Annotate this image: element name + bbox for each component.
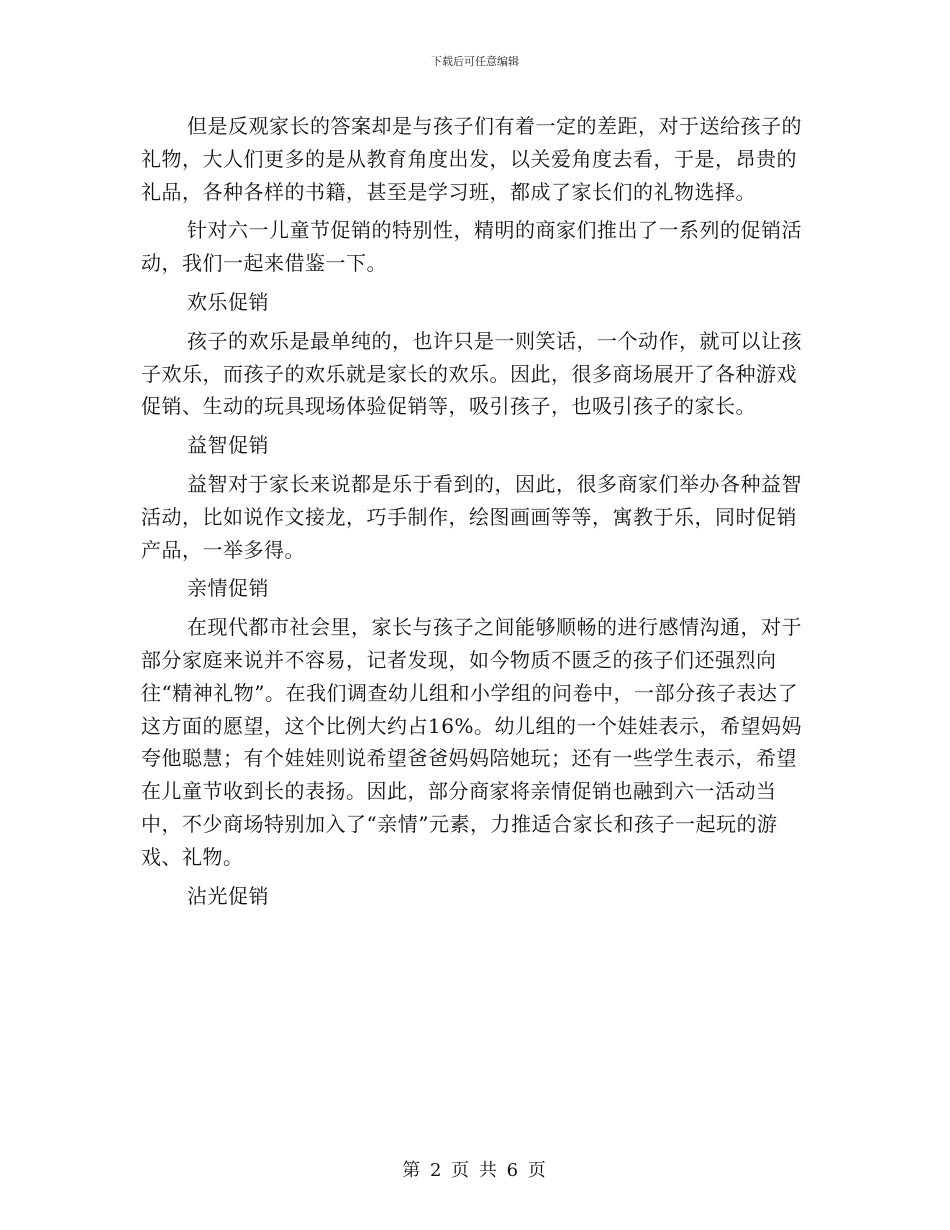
paragraph-educational-promotion: 益智对于家长来说都是乐于看到的，因此，很多商家们举办各种益智活动，比如说作文接龙，巧手制作，绘图画画等等，寓教于乐，同时促销产品，一举多得。 (141, 471, 802, 562)
paragraph-promotion-intro: 针对六一儿童节促销的特别性，精明的商家们推出了一系列的促销活动，我们一起来借鉴一下。 (141, 218, 802, 276)
page-header: 下载后可任意编辑 (431, 55, 519, 68)
heading-family-promotion: 亲情促销 (187, 576, 269, 601)
document-body (141, 110, 816, 918)
heading-educational-promotion: 益智促销 (187, 433, 269, 458)
paragraph-joy-promotion: 孩子的欢乐是最单纯的，也许只是一则笑话，一个动作，就可以让孩子欢乐，而孩子的欢乐就是家长的欢乐。因此，很多商场展开了各种游戏促销、生动的玩具现场体验促销等，吸引孩子，也吸引孩子的家长。 (141, 328, 802, 419)
paragraph-family-promotion: 在现代都市社会里，家长与孩子之间能够顺畅的进行感情沟通，对于部分家庭来说并不容易，记者发现，如今物质不匮乏的孩子们还强烈向往“精神礼物”。在我们调查幼儿组和小学组的问卷中，一部分孩子表达了这方面的愿望，这个比例大约占16%。幼儿组的一个娃娃表示，希望妈妈夸他聪慧；有个娃娃则说希望爸爸妈妈陪她玩；还有一些学生表示，希望在儿童节收到长的表扬。因此，部分商家将亲情促销也融到六一活动当中，不少商场特别加入了“亲情”元素，力推适合家长和孩子一起玩的游戏、礼物。 (141, 615, 802, 869)
heading-association-promotion: 沾光促销 (187, 883, 269, 908)
heading-joy-promotion: 欢乐促销 (187, 289, 269, 314)
page-number-footer: 第 2 页 共 6 页 (402, 1160, 548, 1181)
paragraph-parents-answer: 但是反观家长的答案却是与孩子们有着一定的差距，对于送给孩子的礼物，大人们更多的是从教育角度出发，以关爱角度去看，于是，昂贵的礼品，各种各样的书籍，甚至是学习班，都成了家长们的礼物选择。 (141, 114, 802, 204)
